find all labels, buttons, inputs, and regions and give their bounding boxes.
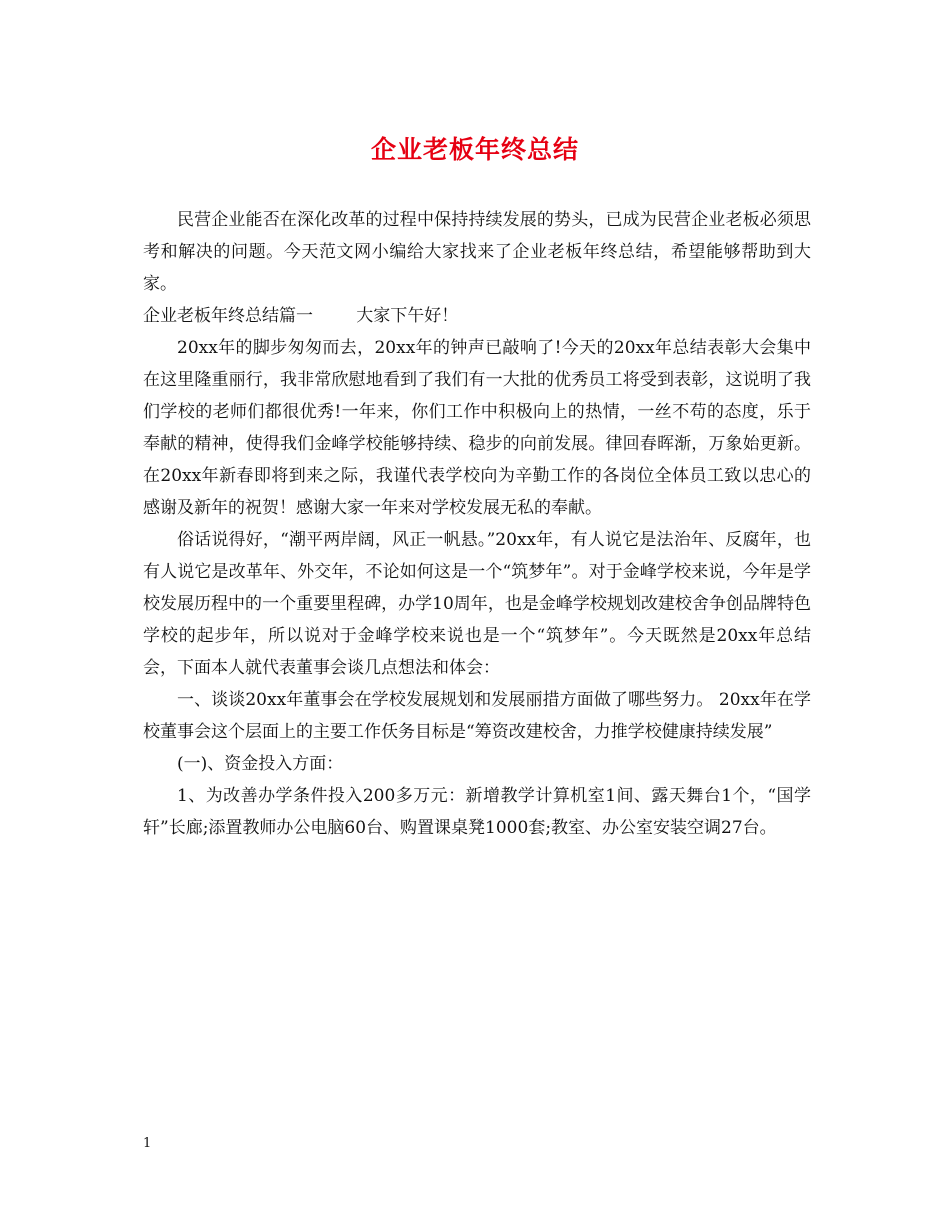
subheading-funding: (一)、资金投入方面： <box>177 754 344 774</box>
body-paragraph-2: 俗话说得好，“潮平两岸阔，风正一帆悬。”20xx年，有人说它是法治年、反腐年，也有人说它是改革年、外交年，不论如何这是一个“筑梦年”。对于金峰学校来说，今年是学校发展历程中的一个重要里程碑，办学10周年，也是金峰学校规划改建校舍争创品牌特色学校的起步年，所以说对于金峰学校来说也是一个“筑梦年”。今天既然是20xx年总结会，下面本人就代表董事会谈几点想法和体会： <box>143 530 811 678</box>
document-title: 企业老板年终总结 <box>370 135 579 164</box>
body-paragraph-3: 一、谈谈20xx年董事会在学校发展规划和发展丽措方面做了哪些努力。 20xx年在学校董事会这个层面上的主要工作仸务目标是“筹资改建校舍，力推学校健康持续发展” <box>143 690 811 742</box>
document-body <box>143 204 811 844</box>
page-number: 1 <box>143 1136 152 1151</box>
section-heading-line: 企业老板年终总结篇一 大家下午好！ <box>143 306 459 326</box>
intro-paragraph: 民营企业能否在深化改革的过程中保持持续发展的势头，已成为民营企业老板必须思考和解决的问题。今天范文网小编给大家找来了企业老板年终总结，希望能够帮助到大家。 <box>143 210 811 294</box>
body-paragraph-4: 1、为改善办学条件投入200多万元：新增教学计算机室1间、露天舞台1个，“国学轩”长廊;添置教师办公电脑60台、购置课桌凳1000套;教室、办公室安装空调27台。 <box>143 786 811 838</box>
body-paragraph-1: 20xx年的脚步匆匆而去，20xx年的钟声已敲响了!今天的20xx年总结表彰大会集中在这里隆重丽行，我非常欣慰地看到了我们有一大批的优秀员工将受到表彰，这说明了我们学校的老师们都很优秀!一年来，你们工作中积极向上的热情，一丝不苟的态度，乐于奉献的精神，使得我们金峰学校能够持续、稳步的向前发展。律回春晖渐，万象始更新。在20xx年新春即将到来之际，我谨代表学校向为辛勤工作的各岗位全体员工致以忠心的感谢及新年的祝贺！感谢大家一年来对学校发展无私的奉献。 <box>143 338 811 518</box>
